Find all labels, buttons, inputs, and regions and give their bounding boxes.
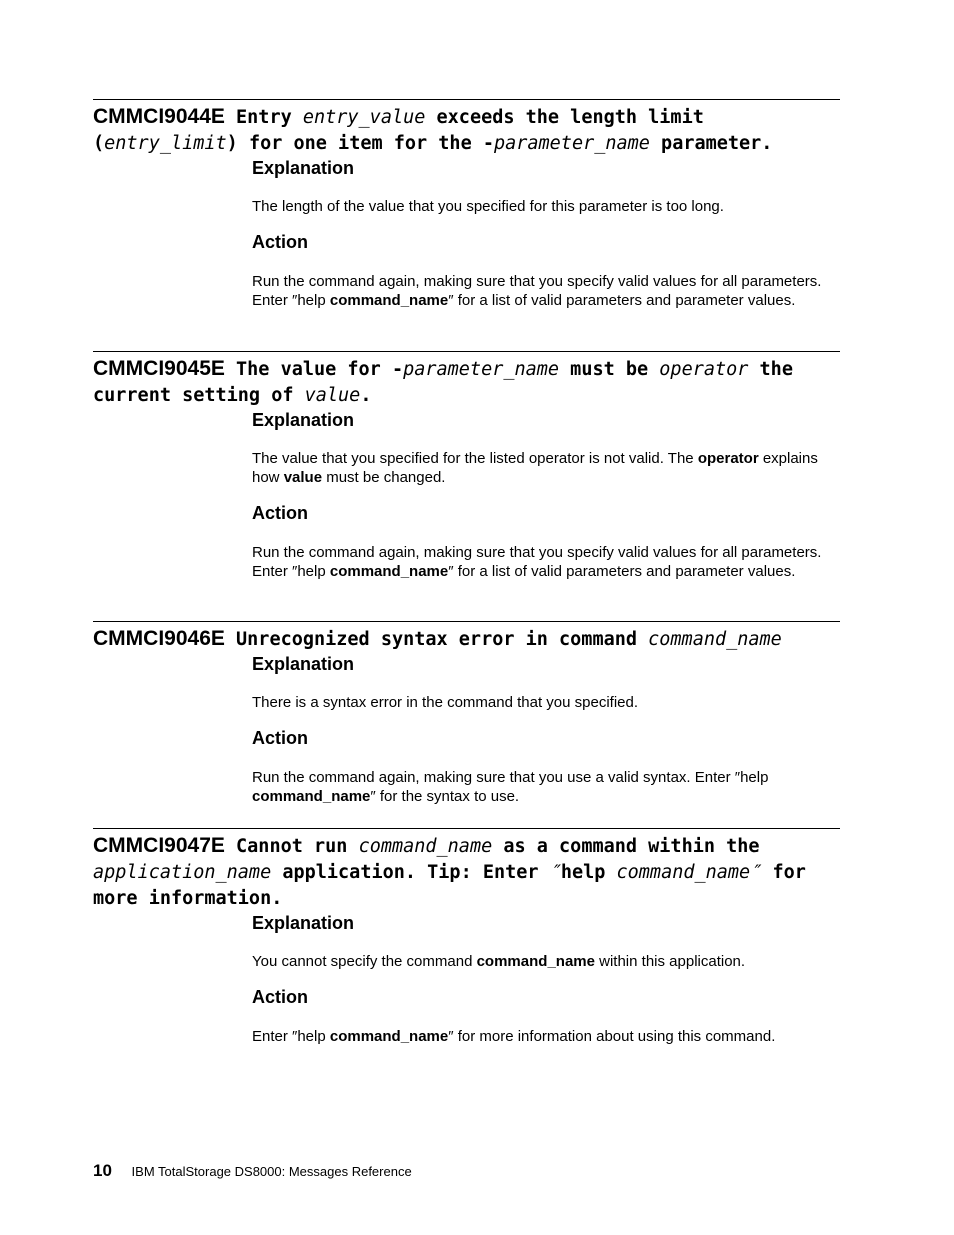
title-segment: the current setting of bbox=[93, 359, 793, 406]
title-segment: as a command within the bbox=[492, 836, 760, 857]
title-emphasis: entry_value bbox=[302, 107, 426, 128]
action-emphasis: command_name bbox=[329, 292, 449, 309]
action-text bbox=[252, 1027, 840, 1046]
message-title bbox=[236, 629, 782, 650]
action-segment: Run the command again, making sure that you specify valid values for all parameters. Enter ″help bbox=[252, 273, 822, 309]
message-body bbox=[252, 653, 840, 806]
explanation-segment: must be changed. bbox=[322, 469, 446, 486]
message-entry bbox=[93, 828, 840, 1046]
title-segment: application. Tip: Enter bbox=[271, 862, 550, 883]
explanation-segment: There is a syntax error in the command that you specified. bbox=[252, 694, 639, 711]
explanation-segment: The length of the value that you specified for this parameter is too long. bbox=[252, 198, 724, 215]
explanation-text bbox=[252, 952, 840, 971]
explanation-heading: Explanation bbox=[252, 913, 355, 933]
title-emphasis: command_name″ bbox=[616, 862, 762, 883]
explanation-heading: Explanation bbox=[252, 410, 355, 430]
action-segment: ″ for a list of valid parameters and parameter values. bbox=[448, 563, 796, 580]
action-segment: ″ for a list of valid parameters and parameter values. bbox=[448, 292, 796, 309]
action-text bbox=[252, 768, 840, 806]
action-heading: Action bbox=[252, 728, 308, 748]
explanation-emphasis: command_name bbox=[476, 953, 595, 970]
action-segment: Run the command again, making sure that you specify valid values for all parameters. Enter ″help bbox=[252, 544, 822, 580]
explanation-segment: You cannot specify the command bbox=[252, 953, 477, 970]
explanation-heading: Explanation bbox=[252, 158, 355, 178]
explanation-segment: The value that you specified for the listed operator is not valid. The bbox=[252, 450, 698, 467]
title-emphasis: command_name bbox=[358, 836, 493, 857]
title-segment: . bbox=[360, 385, 372, 406]
action-text bbox=[252, 272, 840, 310]
title-emphasis: operator bbox=[659, 359, 749, 380]
message-body bbox=[252, 157, 840, 310]
message-heading bbox=[93, 622, 840, 653]
explanation-segment: explains how bbox=[252, 450, 818, 486]
action-heading: Action bbox=[252, 987, 308, 1007]
title-segment: must be bbox=[559, 359, 660, 380]
action-heading: Action bbox=[252, 232, 308, 252]
explanation-heading: Explanation bbox=[252, 654, 355, 674]
title-segment: ) for one item for the - bbox=[226, 133, 494, 154]
title-segment: The value for - bbox=[236, 359, 404, 380]
title-emphasis: command_name bbox=[648, 629, 782, 650]
title-segment: Entry bbox=[236, 107, 303, 128]
message-heading bbox=[93, 100, 840, 157]
explanation-emphasis: value bbox=[283, 469, 323, 486]
message-body bbox=[252, 409, 840, 581]
title-emphasis: parameter_name bbox=[493, 133, 650, 154]
action-emphasis: command_name bbox=[252, 788, 371, 805]
explanation-text bbox=[252, 449, 840, 487]
message-code: CMMCI9047E bbox=[93, 834, 225, 857]
explanation-segment: within this application. bbox=[594, 953, 746, 970]
message-code: CMMCI9046E bbox=[93, 627, 225, 650]
title-segment: exceeds the length limit ( bbox=[93, 107, 704, 154]
title-segment: help bbox=[560, 862, 617, 883]
title-emphasis: ″ bbox=[549, 862, 561, 883]
title-segment: for more information. bbox=[93, 862, 806, 909]
message-entry bbox=[93, 99, 840, 310]
action-emphasis: command_name bbox=[329, 1028, 449, 1045]
message-heading bbox=[93, 352, 840, 409]
message-entry bbox=[93, 351, 840, 581]
explanation-text bbox=[252, 197, 840, 216]
title-emphasis: entry_limit bbox=[104, 133, 227, 154]
action-segment: Enter ″help bbox=[252, 1028, 330, 1045]
message-heading bbox=[93, 829, 840, 912]
explanation-text bbox=[252, 693, 840, 712]
action-emphasis: command_name bbox=[329, 563, 449, 580]
title-emphasis: application_name bbox=[93, 862, 272, 883]
message-body bbox=[252, 912, 840, 1046]
book-title: IBM TotalStorage DS8000: Messages Reference bbox=[131, 1164, 412, 1179]
action-heading: Action bbox=[252, 503, 308, 523]
explanation-emphasis: operator bbox=[697, 450, 759, 467]
action-segment: ″ for the syntax to use. bbox=[370, 788, 520, 805]
title-segment: parameter. bbox=[649, 133, 773, 154]
message-entry bbox=[93, 621, 840, 806]
title-segment: Unrecognized syntax error in command bbox=[236, 629, 649, 650]
message-code: CMMCI9045E bbox=[93, 357, 225, 380]
page-number: 10 bbox=[93, 1161, 112, 1180]
title-emphasis: value bbox=[304, 385, 361, 406]
title-segment: Cannot run bbox=[236, 836, 359, 857]
page-footer bbox=[93, 1161, 412, 1181]
action-segment: Run the command again, making sure that you use a valid syntax. Enter ″help bbox=[252, 769, 769, 786]
message-code: CMMCI9044E bbox=[93, 105, 225, 128]
action-text bbox=[252, 543, 840, 581]
title-emphasis: parameter_name bbox=[403, 359, 560, 380]
action-segment: ″ for more information about using this command. bbox=[448, 1028, 776, 1045]
